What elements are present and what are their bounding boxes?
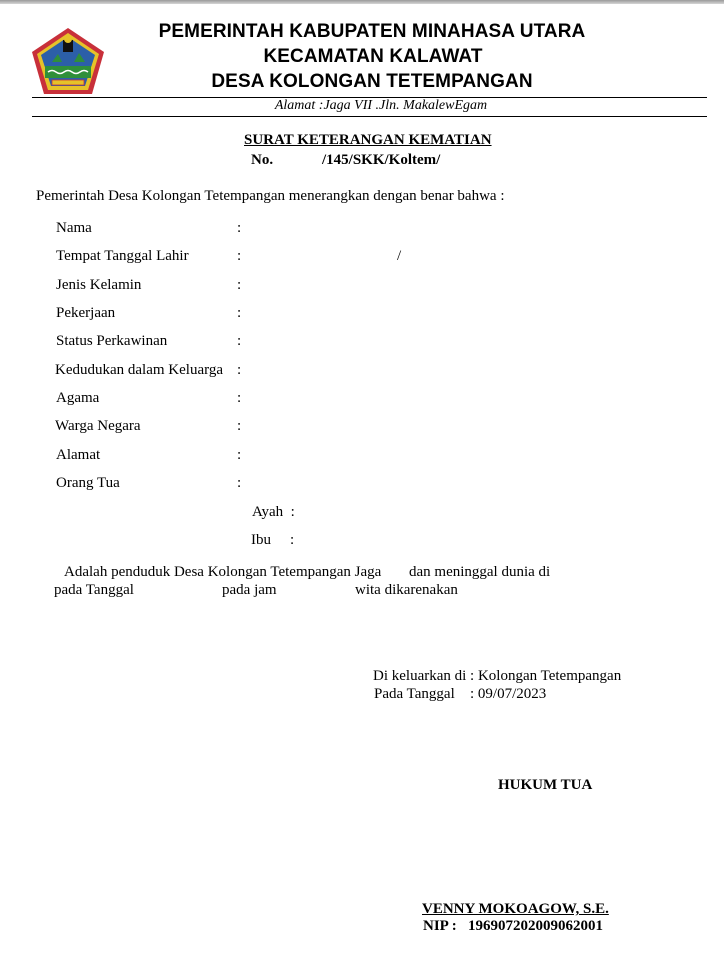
village-address: Alamat :Jaga VII .Jln. MakalewEgam [274, 98, 488, 113]
signatory-office: HUKUM TUA [498, 777, 593, 793]
letter-number-value: /145/SKK/Koltem/ [322, 152, 441, 168]
field-label: Orang Tua [56, 475, 120, 491]
statement-cause-label: wita dikarenakan [355, 582, 458, 598]
issued-date-label: Pada Tanggal [374, 686, 455, 702]
statement-time-label: pada jam [222, 582, 277, 598]
header-line-village: DESA KOLONGAN TETEMPANGAN [211, 71, 533, 92]
signatory-nip-label: NIP : [423, 918, 457, 934]
field-colon: : [237, 418, 242, 434]
signatory-name: VENNY MOKOAGOW, S.E. [422, 901, 609, 917]
field-colon: : [237, 447, 242, 463]
field-label: Nama [56, 220, 92, 236]
statement-residence: Adalah penduduk Desa Kolongan Tetempangan Jaga [64, 564, 382, 580]
field-colon: : [237, 475, 242, 491]
header-line-government: PEMERINTAH KABUPATEN MINAHASA UTARA [158, 21, 586, 42]
field-label: Agama [56, 390, 100, 406]
issued-place: Di keluarkan di : Kolongan Tetempangan [373, 668, 622, 684]
statement-death-place: dan meninggal dunia di [409, 564, 551, 580]
field-label: Warga Negara [55, 418, 141, 434]
issued-date-value: : 09/07/2023 [470, 686, 547, 702]
field-colon: : [237, 333, 242, 349]
field-colon: : [237, 248, 242, 264]
field-label: Pekerjaan [56, 305, 116, 321]
field-value: / [397, 248, 402, 264]
letter-title: SURAT KETERANGAN KEMATIAN [244, 132, 492, 148]
mother-label: Ibu [251, 532, 271, 548]
field-colon: : [237, 220, 242, 236]
top-edge [0, 0, 724, 4]
header-line-district: KECAMATAN KALAWAT [263, 46, 483, 67]
header-rule-bottom [32, 116, 707, 117]
field-label: Status Perkawinan [56, 333, 168, 349]
field-label: Tempat Tanggal Lahir [56, 248, 189, 264]
signatory-nip-value: 196907202009062001 [468, 918, 603, 934]
field-colon: : [237, 277, 242, 293]
father-label: Ayah : [252, 504, 295, 520]
statement-date-label: pada Tanggal [54, 582, 134, 598]
mother-colon: : [290, 532, 295, 548]
intro-statement: Pemerintah Desa Kolongan Tetempangan menerangkan dengan benar bahwa : [36, 188, 505, 204]
field-colon: : [237, 390, 242, 406]
field-label: Alamat [56, 447, 101, 463]
field-label: Kedudukan dalam Keluarga [55, 362, 223, 378]
field-colon: : [237, 305, 242, 321]
field-label: Jenis Kelamin [56, 277, 142, 293]
letter-number-label: No. [251, 152, 274, 168]
field-colon: : [237, 362, 242, 378]
